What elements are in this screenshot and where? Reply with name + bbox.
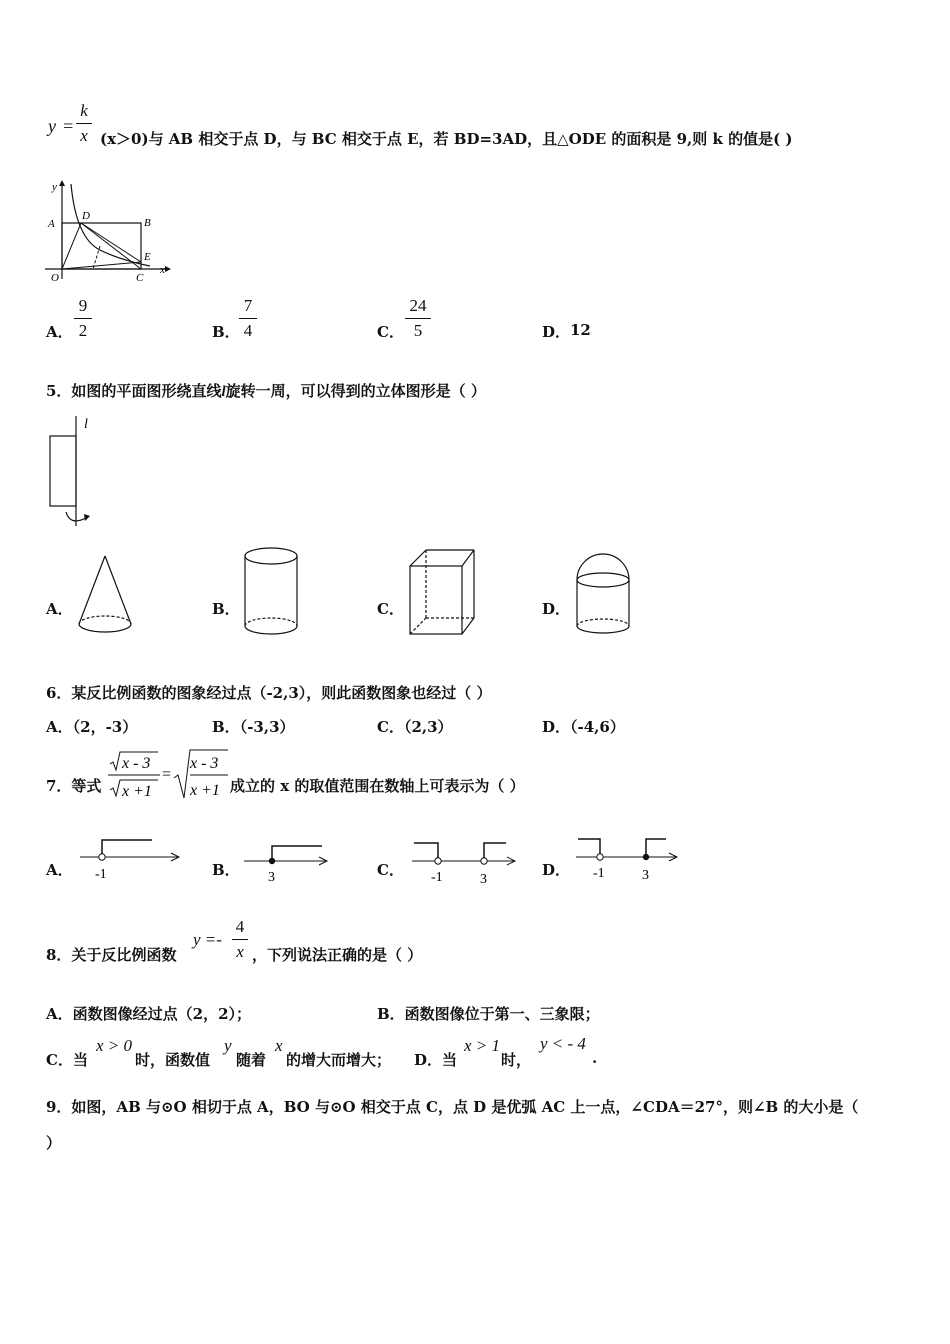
q5-figure [44,414,104,534]
q7-option-d-label: D． [542,861,571,879]
q7-option-d-numberline [574,834,684,886]
q7-right-num: x - 3 [190,755,219,772]
q4-label-C: C [136,272,144,284]
q4-option-a-fraction: 9 2 [74,296,92,341]
q4-label-y: y [52,181,57,193]
q7-option-c-label: C． [377,861,404,879]
q8-option-c-c: 随着 [236,1051,267,1069]
q8-option-c-x: x [275,1036,283,1055]
q5-option-b-cylinder [242,546,302,640]
q8-option-d-result: y < - 4 [540,1034,586,1053]
q9-stem-line2: ） [46,1134,62,1152]
q8-func-lhs: y =- [193,930,222,949]
q8-option-c-y: y [224,1036,232,1055]
q8-option-d-a: D．当 [414,1051,458,1069]
q5-option-a-label: A． [46,600,73,618]
q7-option-c-tick-1: -1 [431,870,443,885]
q4-option-c-fraction: 24 5 [405,296,431,341]
q7-option-d-tick-2: 3 [642,868,649,883]
q8-func-fraction: 4 x [232,917,248,962]
q5-option-d-label: D． [542,600,571,618]
q7-option-b-label: B． [212,861,240,879]
q8-option-b: B．函数图像位于第一、三象限； [377,1005,600,1023]
q4-label-B: B [144,217,151,229]
q4-figure [40,178,180,288]
q6-option-a: A．（2，-3） [46,718,138,736]
q8-option-a: A．函数图像经过点（2，2）； [46,1005,252,1023]
q8-option-d-cond: x > 1 [464,1036,501,1055]
q4-label-O: O [51,272,59,284]
q4-option-b-label: B． [212,323,240,341]
q8-option-c-cond: x > 0 [96,1036,133,1055]
q7-option-b-numberline [240,836,340,886]
q8-option-d-end: . [592,1049,598,1067]
q7-left-num: x - 3 [122,755,151,772]
q6-stem: 6．某反比例函数的图象经过点（-2,3），则此函数图象也经过（ ） [46,684,492,702]
q8-stem-a: 8．关于反比例函数 [46,946,177,964]
q7-option-a-tick: -1 [95,867,107,882]
q8-stem-b: ，下列说法正确的是（ ） [252,946,423,964]
q5-option-c-cuboid [406,546,478,640]
q4-option-d-text: 12 [570,321,591,339]
q7-stem-b: 成立的 x 的取值范围在数轴上可表示为（ ） [230,777,525,795]
q4-func-den: x [80,126,88,145]
q5-option-b-label: B． [212,600,240,618]
q8-option-c-d: 的增大而增大； [286,1051,392,1069]
q6-option-d: D．（-4,6） [542,718,625,736]
q4-func-fraction [76,101,92,146]
q7-stem-a: 7．等式 [46,777,102,795]
q4-option-d-label: D． [542,323,571,341]
q7-right-den: x +1 [190,782,220,799]
q5-option-c-label: C． [377,600,404,618]
q4-label-D: D [82,210,90,222]
q4-label-A: A [48,218,55,230]
q4-option-a-label: A． [46,323,73,341]
q4-option-b-fraction: 7 4 [239,296,257,341]
q4-func-eq: = [62,116,75,136]
q9-stem-line1: 9．如图，AB 与⊙O 相切于点 A，BO 与⊙O 相交于点 C，点 D 是优弧 AC 上一点，∠CDA＝27°，则∠B 的大小是（ [46,1098,859,1116]
q4-func-num: k [80,101,88,120]
q7-option-b-tick: 3 [268,870,275,885]
q4-option-c-label: C． [377,323,404,341]
q7-equal-sign: = [162,766,172,783]
q4-label-x: x [160,264,165,276]
q4-label-E: E [144,251,151,263]
q7-option-a-label: A． [46,861,73,879]
q6-option-b: B．（-3,3） [212,718,295,736]
q5-axis-label: l [84,417,88,432]
q8-option-c-b: 时，函数值 [135,1051,211,1069]
q8-option-c-a: C．当 [46,1051,88,1069]
q7-option-c-tick-2: 3 [480,872,487,887]
q7-option-d-tick-1: -1 [593,866,605,881]
q8-option-d-b: 时， [501,1051,532,1069]
q7-equation [106,748,230,802]
q5-option-d-dome-cylinder [574,552,634,640]
q5-option-a-cone [76,554,136,640]
q4-stem: (x＞0)与 AB 相交于点 D，与 BC 相交于点 E，若 BD=3AD，且△ODE 的面积是 9,则 k 的值是( ) [100,130,793,148]
q7-option-a-numberline [78,836,188,886]
q7-left-den: x +1 [122,783,152,800]
q5-stem: 5．如图的平面图形绕直线l旋转一周，可以得到的立体图形是（ ） [46,382,486,400]
q7-option-c-numberline [410,836,520,888]
q6-option-c: C．（2,3） [377,718,453,736]
q4-func-y: y [48,116,56,136]
